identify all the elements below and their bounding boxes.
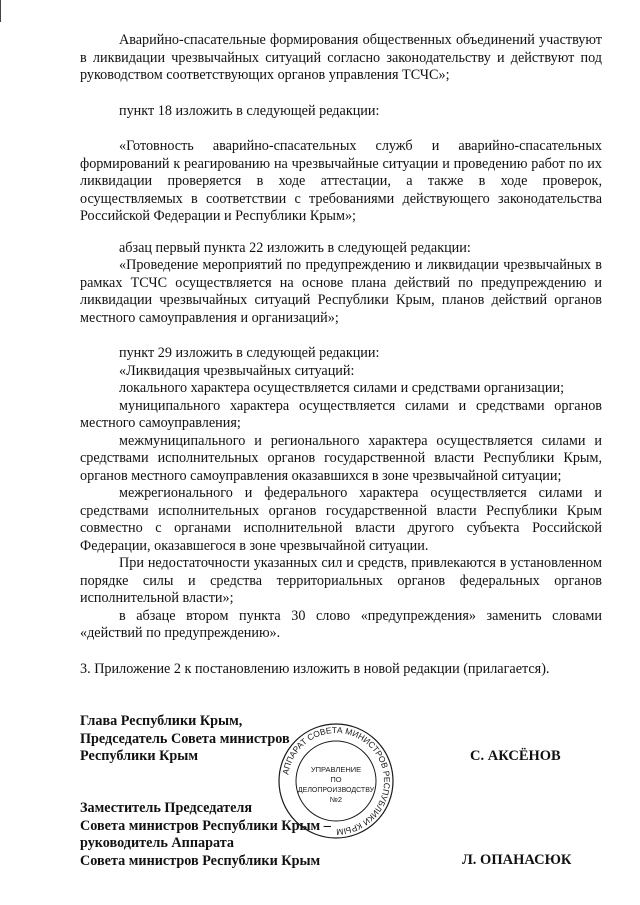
deputy-name: Л. ОПАНАСЮК [462,852,572,868]
paragraph-4: абзац первый пункта 22 изложить в следующей редакции: [119,239,471,256]
stamp-line-3: ДЕЛОПРОИЗВОДСТВУ [297,787,375,794]
paragraph-12: При недостаточности указанных сил и средств, привлекаются в установленном порядке силы и средства территориальных органов федеральных органов исполнительной власти»; [80,555,602,606]
paragraph-2: пункт 18 изложить в следующей редакции: [119,102,380,119]
paragraph-6: пункт 29 изложить в следующей редакции: [119,345,380,361]
stamp-line-2: ПО [330,775,342,784]
paragraph-1: Аварийно-спасательные формирования общественных объединений участвуют в ликвидации чрезвычайных ситуаций согласно законодательству и действуют под руководством соответствующих органов управления ТСЧС»; [80,32,602,83]
deputy-title-line-2: Совета министров Республики Крым – [80,817,331,834]
head-title-line-3: Республики Крым [80,748,199,764]
stamp-line-4: №2 [329,795,343,804]
paragraph-13: в абзаце втором пункта 30 слово «предупреждения» заменить словами «действий по предупреждению». [80,607,602,641]
paragraph-5: «Проведение мероприятий по предупреждению и ликвидации чрезвычайных в рамках ТСЧС осуществляется на основе плана действий по предупреждению и ликвидации чрезвычайных ситуаций Республики Крым, планов действий органов местного самоуправления и организаций»; [80,257,602,326]
deputy-title-line-1: Заместитель Председателя [80,800,253,816]
stamp-ring-text: АППАРАТ СОВЕТА МИНИСТРОВ РЕСПУБЛИКИ КРЫМ [280,724,393,838]
paragraph-7: «Ликвидация чрезвычайных ситуаций: [119,362,355,379]
deputy-title-line-4: Совета министров Республики Крым [80,852,321,869]
paragraph-10: межмуниципального и регионального характера осуществляется силами и средствами исполнительных органов государственной власти Республики Крым, органов местного самоуправления оказавшихся в зоне чрезвычайной ситуации; [80,432,602,484]
office-stamp [275,720,397,842]
head-title-line-2: Председатель Совета министров [80,730,290,747]
head-signature-block [80,713,290,766]
paragraph-3: «Готовность аварийно-спасательных служб и аварийно-спасательных формирований к реагированию на чрезвычайные ситуации и проведению работ по их ликвидации проверяется в ходе аттестации, а также в ходе проверок, осуществляемых в соответствии с требованиями действующего законодательства Российской Федерации и Республики Крым»; [80,138,602,224]
paragraph-14: 3. Приложение 2 к постановлению изложить в новой редакции (прилагается). [80,660,550,677]
head-title-line-1: Глава Республики Крым, [80,713,243,729]
paragraph-11: межрегионального и федерального характера осуществляется силами и средствами исполнительных органов государственной власти Республики Крым совместно с органами исполнительной власти другого субъекта Российской Федерации, оказавшегося в зоне чрезвычайной ситуации. [80,485,602,554]
deputy-title-line-3: руководитель Аппарата [80,835,234,851]
paragraph-9: муниципального характера осуществляется силами и средствами органов местного самоуправления; [80,397,602,431]
document-body [80,32,602,678]
stamp-line-1: УПРАВЛЕНИЕ [310,765,362,774]
paragraph-8: локального характера осуществляется силами и средствами организации; [119,380,565,396]
head-name: С. АКСЁНОВ [470,748,561,764]
scan-edge-mark [0,0,1,22]
